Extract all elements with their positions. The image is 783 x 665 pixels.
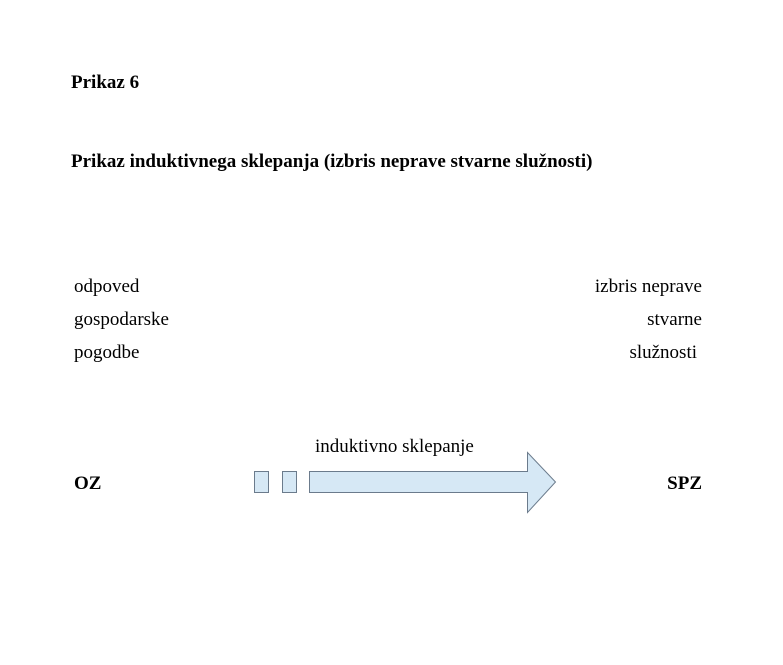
figure-label: Prikaz 6 [71,72,140,93]
left-line-3: pogodbe [74,342,140,363]
left-code-oz: OZ [74,473,102,494]
inference-arrow [250,450,560,516]
arrow-label: induktivno sklepanje [315,436,474,457]
right-line-1: izbris neprave [594,276,702,297]
arrow-tail-segment-2 [283,472,297,493]
arrow-head-body [310,453,556,513]
right-line-3: služnosti [629,342,697,363]
left-line-2: gospodarske [74,309,169,330]
left-line-1: odpoved [74,276,140,297]
arrow-tail-segment-1 [255,472,269,493]
right-code-spz: SPZ [667,473,702,494]
diagram-title: Prikaz induktivnega sklepanja (izbris neprave stvarne služnosti) [71,151,593,172]
right-line-2: stvarne [647,309,702,330]
